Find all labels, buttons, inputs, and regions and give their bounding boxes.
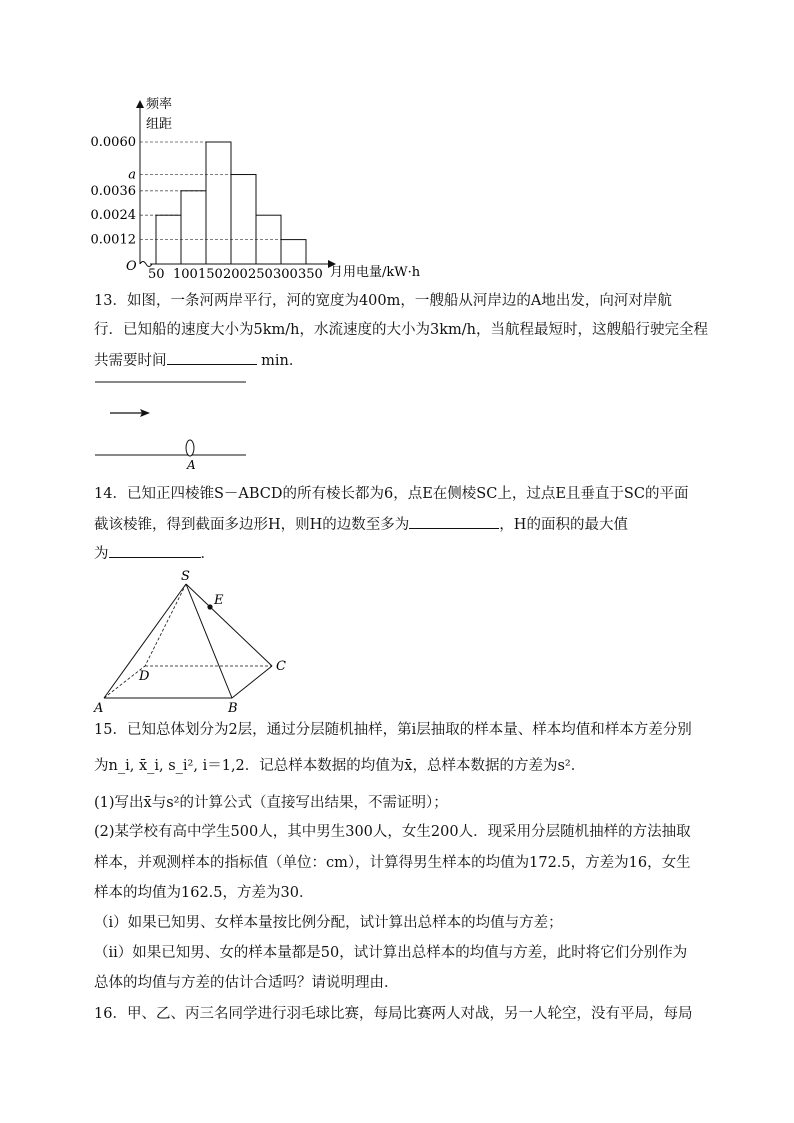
boat-icon [186, 440, 194, 456]
y-label-top: 频率 [146, 97, 173, 112]
q15-line-1: 15．已知总体划分为2层，通过分层随机抽样，第i层抽取的样本量、样本均值和样本方差分别 [94, 722, 692, 738]
q13-answer-blank[interactable] [167, 350, 257, 365]
y-tick-label: 0.0060 [90, 135, 136, 150]
edge-sd-hidden [145, 584, 186, 666]
x-tick-label: 300 [273, 267, 298, 282]
point-e-dot [207, 604, 212, 609]
q14-line-1: 14．已知正四棱锥S－ABCD的所有棱长都为6，点E在侧棱SC上，过点E且垂直于SC的平面 [94, 486, 689, 502]
y-label-bottom: 组距 [146, 117, 173, 132]
q14-line-3 [94, 543, 215, 564]
q14-line-2 [94, 514, 628, 535]
label-e: E [214, 593, 224, 608]
y-tick-label: 0.0024 [90, 208, 136, 224]
label-s: S [181, 569, 190, 584]
q16-line-1: 16．甲、乙、丙三名同学进行羽毛球比赛，每局比赛两人对战，另一人轮空，没有平局，每局 [94, 1006, 693, 1022]
histogram-bar [181, 191, 206, 264]
q15-part-2-a: (2)某学校有高中学生500人，其中男生300人，女生200人．现采用分层随机抽样的方法抽取 [94, 824, 691, 840]
x-tick-label: 100 [173, 267, 198, 282]
point-a-label: A [187, 458, 196, 472]
q13-line-3 [94, 350, 303, 371]
origin-label: O [126, 259, 137, 274]
frequency-histogram [88, 92, 448, 288]
pyramid-figure [92, 566, 302, 716]
x-axis-label: 月用电量/kW·h [330, 265, 421, 280]
q14-answer-blank-2[interactable] [109, 543, 201, 558]
label-d: D [139, 669, 150, 684]
edge-bc [232, 666, 272, 698]
label-c: C [276, 659, 286, 674]
x-tick-label: 200 [223, 267, 248, 282]
histogram-bar [281, 240, 306, 264]
q15-line-2: 为n_i, x̄_i, s_i², i＝1,2．记总样本数据的均值为x̄，总样本数据的方差为s²． [94, 758, 586, 774]
y-tick-label: 0.0036 [90, 183, 136, 199]
x-tick-label: 50 [148, 267, 165, 282]
river-figure [90, 376, 260, 472]
q15-part-1: (1)写出x̄与s²的计算公式（直接写出结果，不需证明）； [94, 795, 448, 811]
edge-sb [186, 584, 232, 698]
q14-answer-blank-1[interactable] [409, 514, 499, 529]
q14-text-b: ，H的面积的最大值 [499, 517, 628, 533]
x-tick-label: 250 [248, 267, 273, 282]
q15-part-2-c: 样本的均值为162.5，方差为30． [94, 885, 314, 901]
histogram-bar [206, 142, 231, 264]
x-tick-label: 150 [198, 267, 223, 282]
q15-part-i: （i）如果已知男、女样本量按比例分配，试计算出总样本的均值与方差； [94, 915, 563, 931]
y-tick-label: 0.0012 [90, 232, 136, 248]
q13-line-2: 行．已知船的速度大小为5km/h，水流速度的大小为3km/h，当航程最短时，这艘船行驶完全程 [94, 322, 708, 338]
q15-part-ii-b: 总体的均值与方差的估计合适吗？请说明理由． [94, 975, 399, 991]
y-tick-label: a [128, 167, 136, 183]
x-tick-label: 350 [298, 267, 323, 282]
edge-sc [186, 584, 272, 666]
q15-part-ii-a: （ii）如果已知男、女的样本量都是50，试计算出总样本的均值与方差，此时将它们分别作为 [94, 945, 688, 961]
q15-part-2-b: 样本，并观测样本的指标值（单位：cm），计算得男生样本的均值为172.5，方差为16，女生 [94, 855, 691, 871]
label-b: B [228, 701, 238, 716]
q13-line-1: 13．如图，一条河两岸平行，河的宽度为400m，一艘船从河岸边的A地出发，向河对岸航 [94, 293, 672, 309]
label-a: A [94, 701, 104, 716]
q13-text-a: 共需要时间 [94, 353, 167, 369]
q14-text-a: 截该棱锥，得到截面多边形H，则H的边数至多为 [94, 517, 410, 533]
q14-text-d: ． [200, 546, 215, 562]
histogram-bar [231, 175, 256, 264]
q13-text-b: min． [261, 353, 304, 369]
q14-text-c: 为 [94, 546, 109, 562]
